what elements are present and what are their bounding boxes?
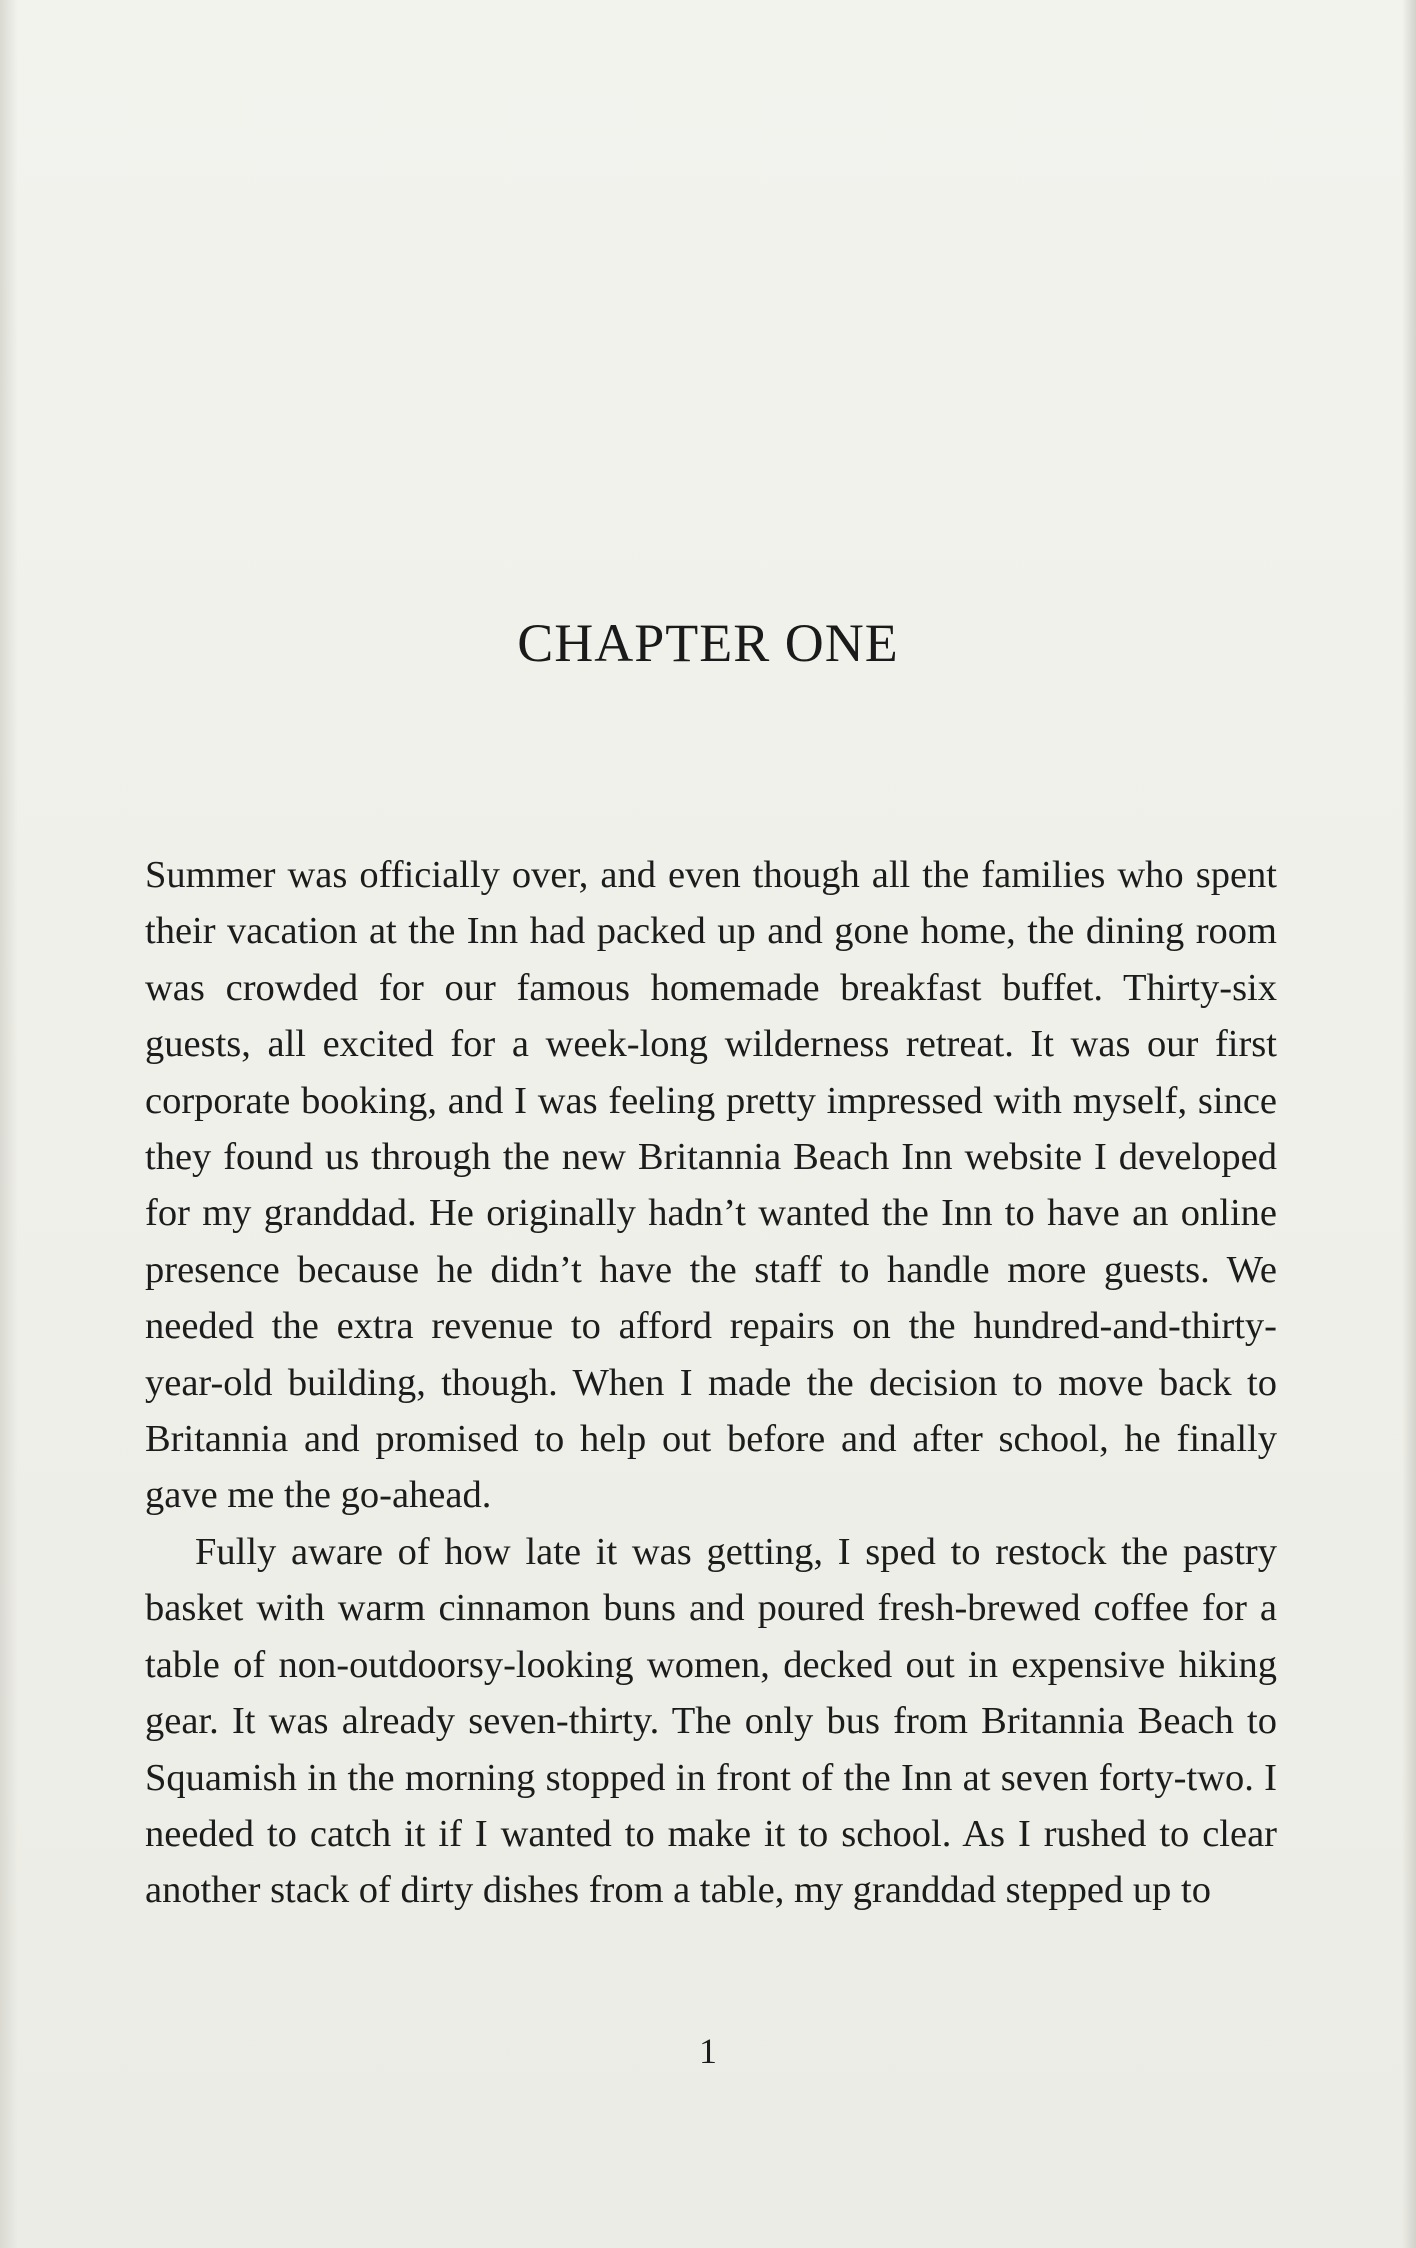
page-left-edge [0,0,18,2248]
page-right-edge [1402,0,1416,2248]
paragraph-2: Fully aware of how late it was getting, I sped to restock the pastry basket with warm cinnamon buns and poured fresh-brewed coffee for a table of non-outdoorsy-looking women, decked out in expensive hiking gear. It was already seven-thirty. The only bus from Britannia Beach to Squamish in the morning stopped in front of the Inn at seven forty-two. I needed to catch it if I wanted to make it to school. As I rushed to clear another stack of dirty dishes from a table, my granddad stepped up to [145,1530,1277,1912]
paragraph-1: Summer was officially over, and even though all the families who spent their vacation at the Inn had packed up and gone home, the dining room was crowded for our famous homemade breakfast buffet. Thirty-six guests, all excited for a week-long wilderness retreat. It was our first corporate booking, and I was feeling pretty impressed with myself, since they found us through the new Britannia Beach Inn website I developed for my granddad. He originally hadn’t wanted the Inn to have an online presence because he didn’t have the staff to handle more guests. We needed the extra revenue to afford repairs on the hundred-and-thirty-year-old building, though. When I made the decision to move back to Britannia and promised to help out before and after school, he finally gave me the go-ahead. [145,854,1277,1517]
chapter-body [145,847,1277,1919]
page-number: 1 [699,2031,717,2071]
chapter-title: CHAPTER ONE [517,613,899,673]
